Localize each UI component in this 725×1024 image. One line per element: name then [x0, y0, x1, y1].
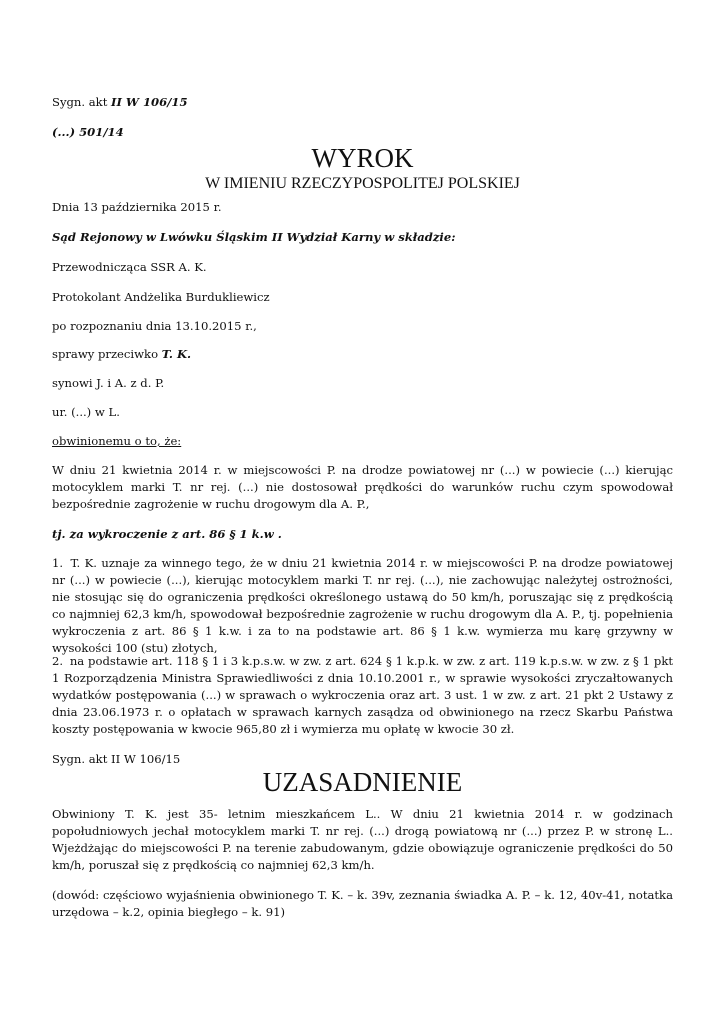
- justification-paragraph: Obwiniony T. K. jest 35- letnim mieszkańcem L.. W dniu 21 kwietnia 2014 r. w godzinach popołudniowych jechał motocyklem marki T. nr rej. (...) drogą powiatową nr (...) przez P. w stronę L.. Wjeżdżając do miejscowości P. na terenie zabudowanym, gdzie obowiązuje ograniczenie prędkości do 50 km/h, poruszał się z prędkością co najmniej 62,3 km/h.: [52, 807, 673, 872]
- reference-number: (...) 501/14: [52, 125, 124, 139]
- parents-line: synowi J. i A. z d. P.: [52, 376, 165, 390]
- case-number: Sygn. akt II W 106/15: [52, 95, 188, 109]
- court-composition: Sąd Rejonowy w Lwówku Śląskim II Wydział Karny w składzie:: [52, 230, 456, 244]
- case-against: sprawy przeciwko T. K.: [52, 347, 192, 361]
- document-subtitle: W IMIENIU RZECZYPOSPOLITEJ POLSKIEJ: [205, 175, 520, 192]
- presiding-judge: Przewodnicząca SSR A. K.: [52, 260, 207, 274]
- verdict-item-1: 1. T. K. uznaje za winnego tego, że w dniu 21 kwietnia 2014 r. w miejscowości P. na drodze powiatowej nr (...) w powiecie (...), kierując motocyklem marki T. nr rej. (...), nie zachowując należytej ostrożności, nie stosując się do ograniczenia prędkości określonego ustawą do 50 km/h, poruszając się z prędkością co najmniej 62,3 km/h, spowodował bezpośrednie zagrożenie w ruchu drogowym dla A. P., tj. popełnienia wykroczenia z art. 86 § 1 k.w. i za to na podstawie art. 86 § 1 k.w. wymierza mu karę grzywny w wysokości 100 (stu) złotych,: [52, 556, 673, 655]
- court-clerk: Protokolant Andżelika Burdukliewicz: [52, 290, 270, 304]
- hearing-date: po rozpoznaniu dnia 13.10.2015 r.,: [52, 319, 257, 333]
- accused-label: obwinionemu o to, że:: [52, 434, 182, 448]
- date-line: Dnia 13 października 2015 r.: [52, 200, 222, 214]
- offense-line: tj. za wykroczenie z art. 86 § 1 k.w .: [52, 527, 282, 541]
- document-title: WYROK: [311, 143, 414, 173]
- evidence-paragraph: (dowód: częściowo wyjaśnienia obwinionego T. K. – k. 39v, zeznania świadka A. P. – k. 12, 40v-41, notatka urzędowa – k.2, opinia biegłego – k. 91): [52, 888, 673, 919]
- birth-line: ur. (...) w L.: [52, 405, 120, 419]
- verdict-item-2: 2. na podstawie art. 118 § 1 i 3 k.p.s.w. w zw. z art. 624 § 1 k.p.k. w zw. z art. 119 k.p.s.w. w zw. z § 1 pkt 1 Rozporządzenia Ministra Sprawiedliwości z dnia 10.10.2001 r., w sprawie wysokości zryczałtowanych wydatków postępowania (...) w sprawach o wykroczenia oraz art. 3 ust. 1 w zw. z art. 21 pkt 2 Ustawy z dnia 23.06.1973 r. o opłatach w sprawach karnych zasądza od obwinionego na rzecz Skarbu Państwa koszty postępowania w kwocie 965,80 zł i wymierza mu opłatę w kwocie 30 zł.: [52, 654, 673, 736]
- case-number-2: Sygn. akt II W 106/15: [52, 752, 181, 766]
- justification-title: UZASADNIENIE: [262, 767, 463, 797]
- charge-paragraph: W dniu 21 kwietnia 2014 r. w miejscowości P. na drodze powiatowej nr (...) w powiecie (...) kierując motocyklem marki T. nr rej. (...) nie dostosował prędkości do warunków ruchu czym spowodował bezpośrednie zagrożenie w ruchu drogowym dla A. P.,: [52, 463, 673, 511]
